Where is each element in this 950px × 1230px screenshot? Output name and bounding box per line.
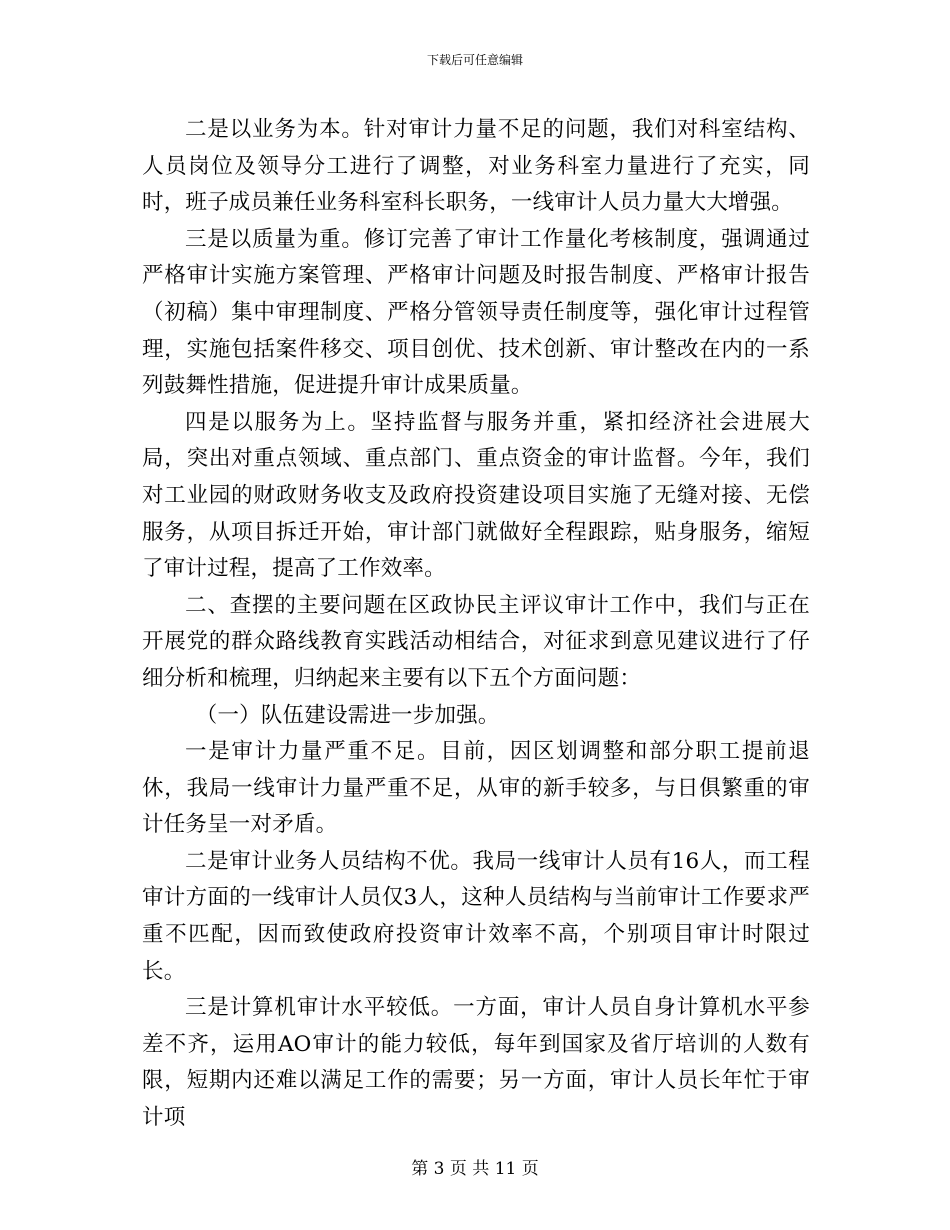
paragraph-staff-structure: 二是审计业务人员结构不优。我局一线审计人员有16人，而工程审计方面的一线审计人员仅3人，这种人员结构与当前审计工作要求严重不匹配，因而致使政府投资审计效率不高，个别项目审计时限过长。 (142, 848, 810, 984)
page-number-footer: 第 3 页 共 11 页 (411, 1159, 539, 1179)
page-header-note: 下载后可任意编辑 (426, 53, 523, 67)
subheading-team-building: （一）队伍建设需进一步加强。 (195, 702, 500, 728)
paragraph-staff-shortage: 一是审计力量严重不足。目前，因区划调整和部分职工提前退休，我局一线审计力量严重不足，从审的新手较多，与日俱繁重的审计任务呈一对矛盾。 (142, 739, 810, 838)
paragraph-business-focus: 二是以业务为本。针对审计力量不足的问题，我们对科室结构、人员岗位及领导分工进行了调整，对业务科室力量进行了充实，同时，班子成员兼任业务科室科长职务，一线审计人员力量大大增强。 (142, 117, 810, 216)
paragraph-service-focus: 四是以服务为上。坚持监督与服务并重，紧扣经济社会进展大局，突出对重点领域、重点部门、重点资金的审计监督。今年，我们对工业园的财政财务收支及政府投资建设项目实施了无缝对接、无偿服务，从项目拆迁开始，审计部门就做好全程跟踪，贴身服务，缩短了审计过程，提高了工作效率。 (142, 409, 810, 582)
paragraph-main-problems: 二、查摆的主要问题在区政协民主评议审计工作中，我们与正在开展党的群众路线教育实践活动相结合，对征求到意见建议进行了仔细分析和梳理，归纳起来主要有以下五个方面问题： (142, 592, 810, 691)
paragraph-computer-audit: 三是计算机审计水平较低。一方面，审计人员自身计算机水平参差不齐，运用AO审计的能力较低，每年到国家及省厅培训的人数有限，短期内还难以满足工作的需要；另一方面，审计人员长年忙于审计项 (142, 995, 810, 1131)
paragraph-quality-focus: 三是以质量为重。修订完善了审计工作量化考核制度，强调通过严格审计实施方案管理、严格审计问题及时报告制度、严格审计报告（初稿）集中审理制度、严格分管领导责任制度等，强化审计过程管理，实施包括案件移交、项目创优、技术创新、审计整改在内的一系列鼓舞性措施，促进提升审计成果质量。 (142, 226, 810, 399)
document-body (142, 112, 810, 1137)
